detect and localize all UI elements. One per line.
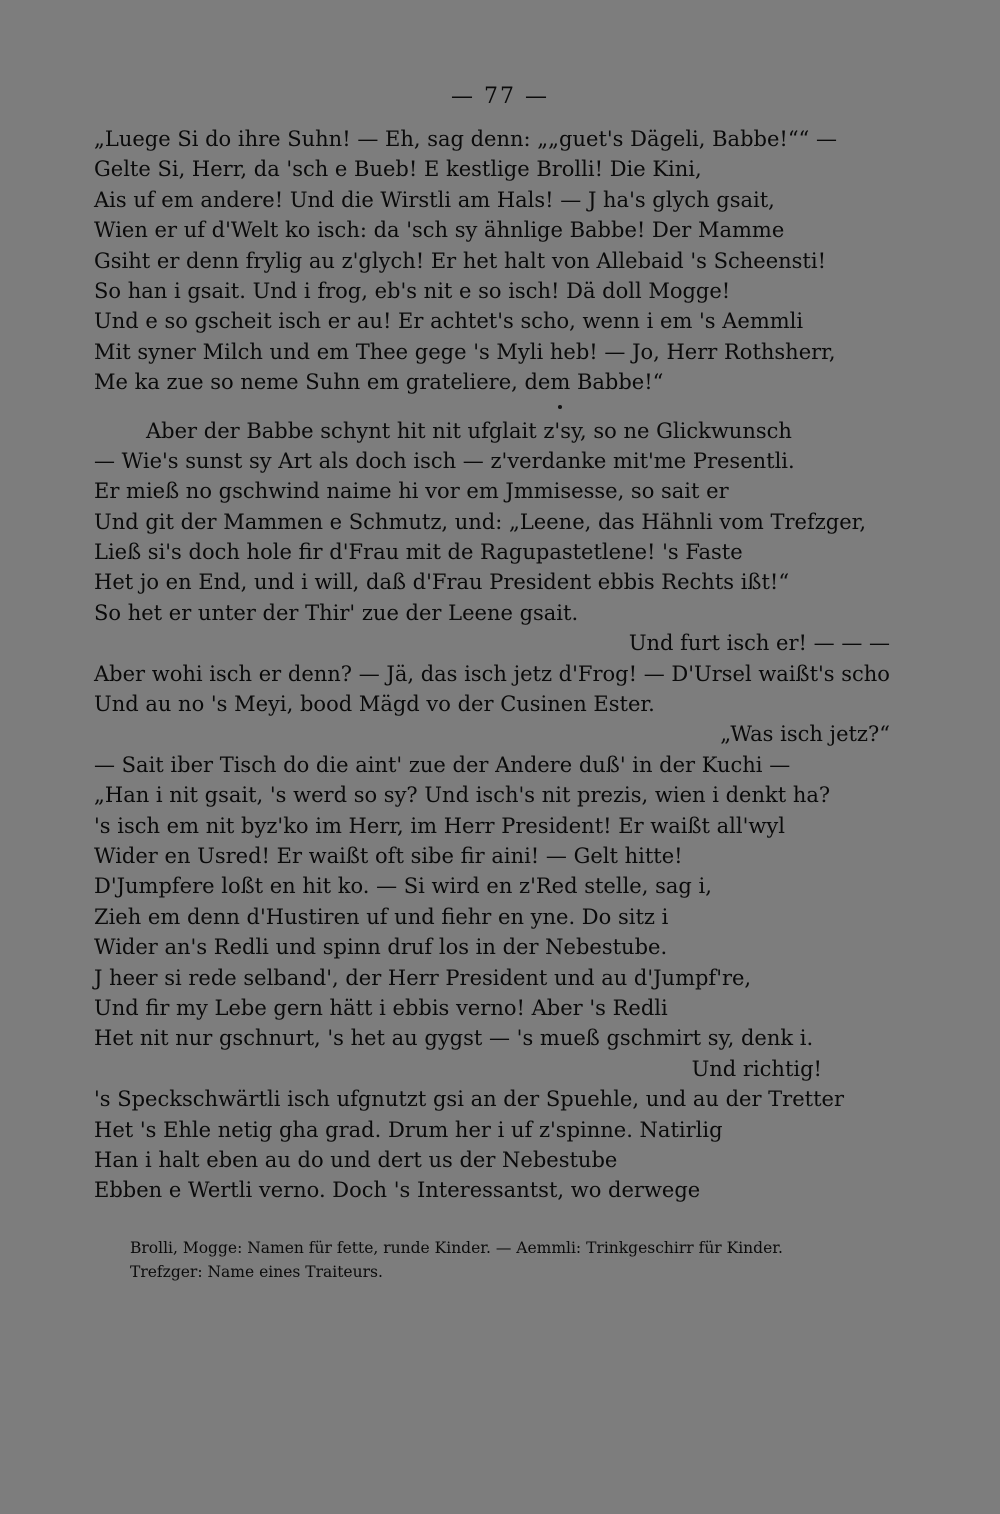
text-line: „Han i nit gsait, 's werd so sy? Und isch's nit prezis, wien i denkt ha? (94, 783, 831, 808)
text-line: Gsiht er denn frylig au z'glych! Er het halt von Allebaid 's Scheensti! (94, 248, 827, 273)
text-line: — Wie's sunst sy Art als doch isch — z'verdanke mit'me Presentli. (94, 448, 795, 473)
text-line: „Luege Si do ihre Suhn! — Eh, sag denn: „„guet's Dägeli, Babbe!““ — (94, 127, 837, 151)
text-line: Me ka zue so neme Suhn em grateliere, dem Babbe!“ (94, 370, 664, 395)
text-line: Ebben e Wertli verno. Doch 's Interessantst, wo derwege (94, 1178, 701, 1203)
text-line: Han i halt eben au do und dert us der Nebestube (94, 1147, 618, 1172)
text-line: Ließ si's doch hole fir d'Frau mit de Ragupastetlene! 's Faste (94, 540, 743, 565)
text-line: 's Speckschwärtli isch ufgnutzt gsi an der Spuehle, und au der Tretter (94, 1087, 844, 1112)
text-line: Wider an's Redli und spinn druf los in der Nebestube. (94, 935, 668, 960)
text-line: Gelte Si, Herr, da 'sch e Bueb! E kestlige Brolli! Die Kini, (94, 157, 702, 182)
text-line: Und e so gscheit isch er au! Er achtet's scho, wenn i em 's Aemmli (94, 309, 804, 334)
text-line: „Was isch jetz?“ (720, 722, 890, 747)
text-line: D'Jumpfere loßt en hit ko. — Si wird en z'Red stelle, sag i, (94, 874, 712, 899)
text-line: — Sait iber Tisch do die aint' zue der Andere duß' in der Kuchi — (94, 752, 791, 777)
text-line: So het er unter der Thir' zue der Leene gsait. (94, 600, 579, 625)
text-line: Und fir my Lebe gern hätt i ebbis verno! Aber 's Redli (94, 995, 668, 1020)
poem-text (94, 124, 894, 1206)
page-number: — 77 — (451, 84, 549, 109)
text-line: Wien er uf d'Welt ko isch: da 'sch sy ähnlige Babbe! Der Mamme (94, 218, 785, 243)
text-line: 's isch em nit byz'ko im Herr, im Herr President! Er waißt all'wyl (94, 813, 785, 838)
text-line: Het jo en End, und i will, daß d'Frau President ebbis Rechts ißt!“ (94, 570, 790, 595)
text-line: Ais uf em andere! Und die Wirstli am Hals! — J ha's glych gsait, (94, 187, 775, 212)
text-line: Het 's Ehle netig gha grad. Drum her i uf z'spinne. Natirlig (94, 1117, 723, 1142)
text-line: Aber wohi isch er denn? — Jä, das isch jetz d'Frog! — D'Ursel waißt's scho (94, 661, 890, 686)
text-line: Und au no 's Meyi, bood Mägd vo der Cusinen Ester. (94, 692, 655, 717)
text-line: Und furt isch er! — — — (628, 631, 890, 656)
text-line: Aber der Babbe schynt hit nit ufglait z'sy, so ne Glickwunsch (146, 418, 792, 443)
text-line: So han i gsait. Und i frog, eb's nit e so isch! Dä doll Mogge! (94, 278, 731, 303)
text-line: Und richtig! (691, 1056, 822, 1081)
text-line: Er mieß no gschwind naime hi vor em Jmmisesse, so sait er (94, 479, 729, 504)
footnote-line: Trefzger: Name eines Traiteurs. (130, 1263, 383, 1281)
text-line: J heer si rede selband', der Herr President und au d'Jumpf're, (94, 965, 752, 990)
text-line: Mit syner Milch und em Thee gege 's Myli heb! — Jo, Herr Rothsherr, (94, 339, 836, 364)
text-line: Und git der Mammen e Schmutz, und: „Leene, das Hähnli vom Trefzger, (94, 509, 867, 534)
text-line: Zieh em denn d'Hustiren uf und fiehr en yne. Do sitz i (94, 904, 669, 929)
text-line: Wider en Usred! Er waißt oft sibe fir aini! — Gelt hitte! (94, 843, 683, 868)
text-line: Het nit nur gschnurt, 's het au gygst — 's mueß gschmirt sy, denk i. (94, 1026, 814, 1051)
footnotes (130, 1236, 890, 1284)
footnote-line: Brolli, Mogge: Namen für fette, runde Kinder. — Aemmli: Trinkgeschirr für Kinder. (130, 1239, 783, 1257)
